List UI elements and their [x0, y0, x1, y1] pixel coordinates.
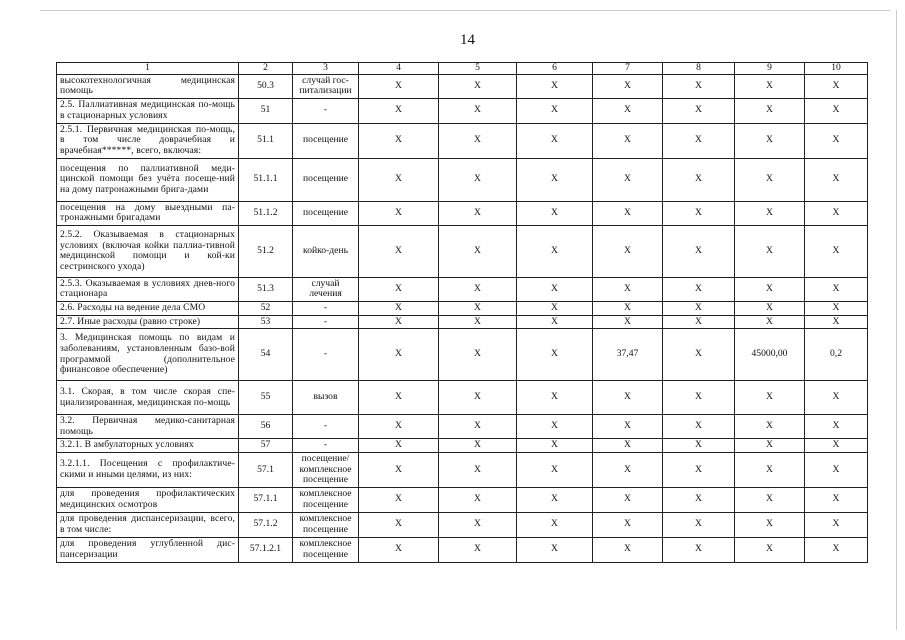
- value-cell: X: [805, 415, 868, 439]
- row-code-cell: 57.1.2.1: [239, 537, 293, 562]
- value-cell: X: [735, 123, 805, 158]
- row-unit-cell: комплексное посещение: [293, 487, 359, 512]
- row-code-cell: 51.2: [239, 225, 293, 277]
- value-cell: X: [805, 512, 868, 537]
- value-cell: X: [593, 452, 663, 487]
- value-cell: X: [593, 158, 663, 201]
- value-cell: X: [663, 277, 735, 301]
- value-cell: X: [663, 74, 735, 98]
- value-cell: X: [805, 452, 868, 487]
- value-cell: X: [517, 201, 593, 225]
- col-header: 10: [805, 63, 868, 75]
- row-unit-cell: случай гос-питализации: [293, 74, 359, 98]
- value-cell: X: [517, 301, 593, 315]
- value-cell: X: [593, 415, 663, 439]
- scan-edge-right: [896, 10, 897, 630]
- value-cell: X: [359, 381, 439, 415]
- value-cell: X: [805, 158, 868, 201]
- value-cell: X: [439, 452, 517, 487]
- value-cell: X: [735, 381, 805, 415]
- row-name-cell: 3.2.1.1. Посещения с профилактиче-скими и иными целями, из них:: [57, 452, 239, 487]
- value-cell: X: [805, 487, 868, 512]
- value-cell: X: [593, 74, 663, 98]
- col-header: 1: [57, 63, 239, 75]
- value-cell: X: [359, 415, 439, 439]
- row-code-cell: 56: [239, 415, 293, 439]
- value-cell: X: [517, 225, 593, 277]
- table-row: [57, 452, 868, 487]
- value-cell: X: [805, 537, 868, 562]
- value-cell: X: [735, 98, 805, 123]
- value-cell: X: [805, 301, 868, 315]
- row-name-cell: для проведения диспансеризации, всего, в том числе:: [57, 512, 239, 537]
- row-code-cell: 50.3: [239, 74, 293, 98]
- value-cell: X: [439, 512, 517, 537]
- row-unit-cell: вызов: [293, 381, 359, 415]
- row-name-cell: 2.5.3. Оказываемая в условиях днев-ного стационара: [57, 277, 239, 301]
- value-cell: X: [439, 277, 517, 301]
- value-cell: X: [517, 277, 593, 301]
- row-name-cell: для проведения углубленной дис-пансеризации: [57, 537, 239, 562]
- value-cell: X: [517, 439, 593, 453]
- row-code-cell: 51: [239, 98, 293, 123]
- value-cell: X: [359, 123, 439, 158]
- row-unit-cell: -: [293, 415, 359, 439]
- value-cell: X: [663, 201, 735, 225]
- value-cell: X: [735, 537, 805, 562]
- table-row: [57, 537, 868, 562]
- row-name-cell: 3.2.1. В амбулаторных условиях: [57, 439, 239, 453]
- value-cell: X: [805, 98, 868, 123]
- table-row: [57, 158, 868, 201]
- row-name-cell: 2.5.1. Первичная медицинская по-мощь, в том числе доврачебная и врачебная******, всего, включая:: [57, 123, 239, 158]
- row-code-cell: 57.1: [239, 452, 293, 487]
- value-cell: X: [517, 329, 593, 381]
- value-cell: X: [439, 301, 517, 315]
- value-cell: X: [517, 512, 593, 537]
- row-code-cell: 57.1.1: [239, 487, 293, 512]
- row-name-cell: высокотехнологичная медицинская помощь: [57, 74, 239, 98]
- value-cell: X: [805, 381, 868, 415]
- row-name-cell: посещения по паллиативной меди-цинской помощи без учёта посеще-ний на дому патронажными брига-дами: [57, 158, 239, 201]
- row-unit-cell: посещение: [293, 201, 359, 225]
- value-cell: X: [593, 98, 663, 123]
- row-code-cell: 51.3: [239, 277, 293, 301]
- value-cell: X: [663, 452, 735, 487]
- row-code-cell: 55: [239, 381, 293, 415]
- value-cell: X: [735, 74, 805, 98]
- header-row: [57, 63, 868, 75]
- value-cell: X: [805, 277, 868, 301]
- value-cell: X: [593, 301, 663, 315]
- value-cell: X: [663, 329, 735, 381]
- value-cell: 37,47: [593, 329, 663, 381]
- table-row: [57, 512, 868, 537]
- row-code-cell: 54: [239, 329, 293, 381]
- value-cell: 0,2: [805, 329, 868, 381]
- value-cell: X: [517, 487, 593, 512]
- value-cell: X: [663, 439, 735, 453]
- row-name-cell: 3.1. Скорая, в том числе скорая спе-циализированная, медицинская по-мощь: [57, 381, 239, 415]
- value-cell: X: [663, 487, 735, 512]
- col-header: 4: [359, 63, 439, 75]
- value-cell: X: [735, 315, 805, 329]
- value-cell: X: [805, 123, 868, 158]
- col-header: 7: [593, 63, 663, 75]
- row-unit-cell: комплексное посещение: [293, 512, 359, 537]
- value-cell: X: [805, 225, 868, 277]
- value-cell: X: [593, 381, 663, 415]
- row-unit-cell: посещение: [293, 123, 359, 158]
- row-unit-cell: -: [293, 439, 359, 453]
- value-cell: X: [517, 452, 593, 487]
- value-cell: 45000,00: [735, 329, 805, 381]
- value-cell: X: [663, 537, 735, 562]
- value-cell: X: [735, 452, 805, 487]
- col-header: 9: [735, 63, 805, 75]
- row-code-cell: 52: [239, 301, 293, 315]
- value-cell: X: [735, 301, 805, 315]
- value-cell: X: [359, 487, 439, 512]
- value-cell: X: [517, 74, 593, 98]
- row-name-cell: 3. Медицинская помощь по видам и заболеваниям, установленным базо-вой программой (дополнительное финансовое обеспечение): [57, 329, 239, 381]
- row-unit-cell: посещение: [293, 158, 359, 201]
- page-number: 14: [460, 32, 475, 48]
- value-cell: X: [359, 98, 439, 123]
- value-cell: X: [593, 439, 663, 453]
- value-cell: X: [593, 512, 663, 537]
- value-cell: X: [439, 158, 517, 201]
- value-cell: X: [805, 315, 868, 329]
- table-row: [57, 98, 868, 123]
- table-row: [57, 201, 868, 225]
- value-cell: X: [735, 277, 805, 301]
- value-cell: X: [359, 315, 439, 329]
- table-row: [57, 315, 868, 329]
- row-code-cell: 51.1.2: [239, 201, 293, 225]
- value-cell: X: [439, 415, 517, 439]
- row-unit-cell: комплексное посещение: [293, 537, 359, 562]
- value-cell: X: [663, 225, 735, 277]
- col-header: 6: [517, 63, 593, 75]
- value-cell: X: [439, 74, 517, 98]
- value-cell: X: [593, 537, 663, 562]
- value-cell: X: [359, 301, 439, 315]
- row-unit-cell: посещение/ комплексное посещение: [293, 452, 359, 487]
- value-cell: X: [439, 201, 517, 225]
- value-cell: X: [359, 277, 439, 301]
- value-cell: X: [663, 123, 735, 158]
- value-cell: X: [439, 537, 517, 562]
- row-unit-cell: -: [293, 301, 359, 315]
- value-cell: X: [735, 225, 805, 277]
- table-row: [57, 439, 868, 453]
- table-row: [57, 74, 868, 98]
- value-cell: X: [593, 277, 663, 301]
- row-name-cell: 2.5. Паллиативная медицинская по-мощь в стационарных условиях: [57, 98, 239, 123]
- value-cell: X: [735, 201, 805, 225]
- value-cell: X: [593, 201, 663, 225]
- value-cell: X: [359, 452, 439, 487]
- value-cell: X: [663, 301, 735, 315]
- value-cell: X: [359, 158, 439, 201]
- value-cell: X: [439, 487, 517, 512]
- value-cell: X: [735, 512, 805, 537]
- value-cell: X: [359, 74, 439, 98]
- row-name-cell: 2.6. Расходы на ведение дела СМО: [57, 301, 239, 315]
- value-cell: X: [663, 158, 735, 201]
- col-header: 2: [239, 63, 293, 75]
- value-cell: X: [517, 158, 593, 201]
- table-row: [57, 225, 868, 277]
- value-cell: X: [805, 74, 868, 98]
- value-cell: X: [735, 158, 805, 201]
- value-cell: X: [663, 381, 735, 415]
- table-row: [57, 301, 868, 315]
- value-cell: X: [359, 329, 439, 381]
- row-code-cell: 51.1.1: [239, 158, 293, 201]
- value-cell: X: [663, 98, 735, 123]
- value-cell: X: [517, 415, 593, 439]
- col-header: 8: [663, 63, 735, 75]
- row-code-cell: 57: [239, 439, 293, 453]
- value-cell: X: [439, 439, 517, 453]
- row-unit-cell: койко-день: [293, 225, 359, 277]
- value-cell: X: [359, 537, 439, 562]
- table-row: [57, 415, 868, 439]
- value-cell: X: [663, 315, 735, 329]
- row-name-cell: для проведения профилактических медицинских осмотров: [57, 487, 239, 512]
- col-header: 3: [293, 63, 359, 75]
- value-cell: X: [593, 225, 663, 277]
- value-cell: X: [805, 439, 868, 453]
- row-unit-cell: -: [293, 98, 359, 123]
- value-cell: X: [517, 537, 593, 562]
- value-cell: X: [735, 439, 805, 453]
- value-cell: X: [663, 415, 735, 439]
- value-cell: X: [805, 201, 868, 225]
- value-cell: X: [517, 381, 593, 415]
- col-header: 5: [439, 63, 517, 75]
- value-cell: X: [359, 439, 439, 453]
- row-unit-cell: -: [293, 329, 359, 381]
- table-row: [57, 329, 868, 381]
- value-cell: X: [359, 225, 439, 277]
- value-cell: X: [439, 98, 517, 123]
- value-cell: X: [517, 98, 593, 123]
- table-row: [57, 123, 868, 158]
- row-unit-cell: -: [293, 315, 359, 329]
- value-cell: X: [735, 487, 805, 512]
- value-cell: X: [663, 512, 735, 537]
- value-cell: X: [439, 315, 517, 329]
- table-row: [57, 381, 868, 415]
- row-name-cell: 2.7. Иные расходы (равно строке): [57, 315, 239, 329]
- row-name-cell: 2.5.2. Оказываемая в стационарных условиях (включая койки паллиа-тивной медицинской помощи и кой-ки сестринского ухода): [57, 225, 239, 277]
- value-cell: X: [735, 415, 805, 439]
- row-code-cell: 53: [239, 315, 293, 329]
- scan-edge-top: [40, 10, 890, 11]
- row-name-cell: посещения на дому выездными па-тронажными бригадами: [57, 201, 239, 225]
- value-cell: X: [517, 315, 593, 329]
- value-cell: X: [359, 201, 439, 225]
- value-cell: X: [593, 123, 663, 158]
- row-name-cell: 3.2. Первичная медико-санитарная помощь: [57, 415, 239, 439]
- value-cell: X: [439, 329, 517, 381]
- value-cell: X: [517, 123, 593, 158]
- value-cell: X: [359, 512, 439, 537]
- table-row: [57, 277, 868, 301]
- value-cell: X: [439, 381, 517, 415]
- value-cell: X: [439, 123, 517, 158]
- row-code-cell: 57.1.2: [239, 512, 293, 537]
- value-cell: X: [593, 315, 663, 329]
- row-unit-cell: случай лечения: [293, 277, 359, 301]
- data-table: [56, 62, 868, 563]
- value-cell: X: [593, 487, 663, 512]
- row-code-cell: 51.1: [239, 123, 293, 158]
- value-cell: X: [439, 225, 517, 277]
- table-row: [57, 487, 868, 512]
